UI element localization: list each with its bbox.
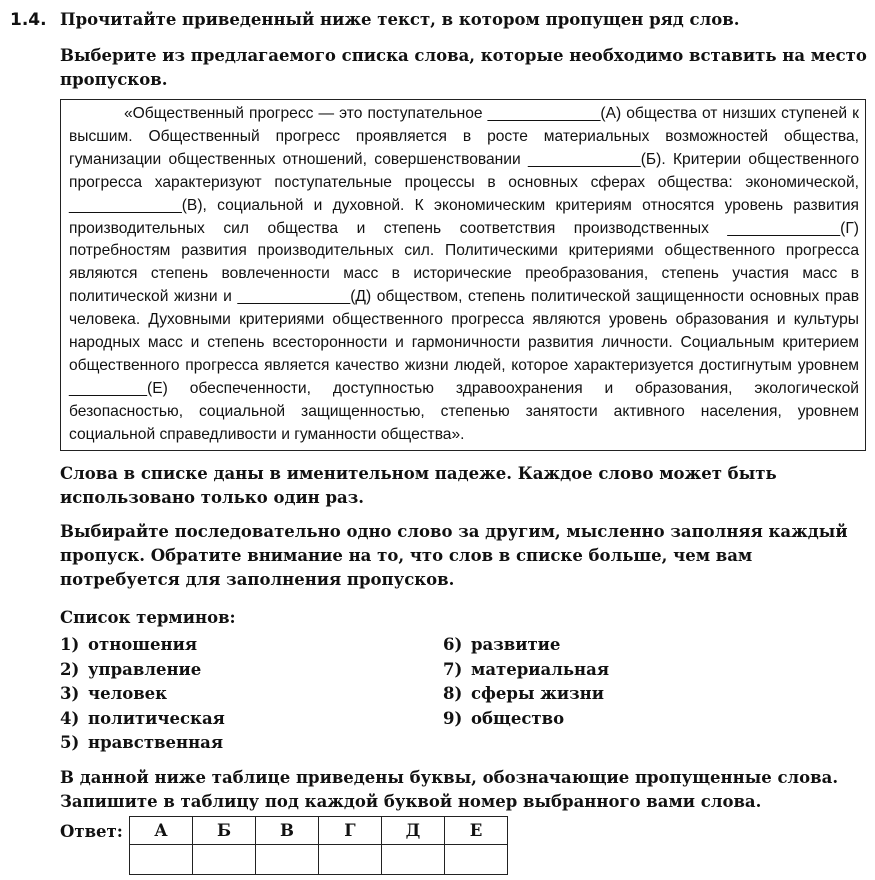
term-item: 3) человек <box>60 684 168 703</box>
terms-list-right <box>443 633 609 731</box>
term-item: 7) материальная <box>443 659 610 679</box>
answer-letter: Б <box>193 817 256 845</box>
term-item: 6) развитие <box>443 635 561 654</box>
task-header <box>10 8 870 32</box>
answer-letter: Г <box>319 817 382 845</box>
answer-cell-v[interactable] <box>256 845 319 875</box>
term-item: 5) нравственная <box>60 733 224 752</box>
term-item: 9) общество <box>443 708 565 728</box>
term-item: 2) управление <box>60 659 202 679</box>
instruction-case: Слова в списке даны в именительном падеже. Каждое слово может быть использовано только один раз. <box>60 464 777 507</box>
instruction-table: В данной ниже таблице приведены буквы, обозначающие пропущенные слова. Запишите в таблицу под каждой буквой номер выбранного вами слова. <box>60 768 839 811</box>
task-title: Прочитайте приведенный ниже текст, в котором пропущен ряд слов. <box>60 10 740 29</box>
term-item: 4) политическая <box>60 708 225 728</box>
terms-title: Список терминов: <box>60 608 236 627</box>
term-item: 8) сферы жизни <box>443 684 604 703</box>
passage-box <box>60 99 866 451</box>
instruction-select: Выберите из предлагаемого списка слова, которые необходимо вставить на место пропусков. <box>60 46 867 89</box>
answer-letters-row <box>130 817 508 845</box>
answer-letter: Е <box>445 817 508 845</box>
instruction-sequence: Выбирайте последовательно одно слово за другим, мысленно заполняя каждый пропуск. Обратите внимание на то, что слов в списке больше, чем вам потребуется для заполнения пропусков. <box>60 522 848 589</box>
passage-text: «Общественный прогресс — это поступательное _____________(А) общества от низших ступеней к высшим. Общественный прогресс проявляется в росте материальных возможностей общества, гуманизации общественных отношений, совершенствовании _____________(Б). Критерии общественного прогресса характеризуют поступательные процессы в основных сферах общества: экономической, _____________(В), социальной и духовной. К экономическим критериям относятся уровень развития производительных сил общества и степень соответствия производственных _____________(Г) потребностям развития производительных сил. Политическими критериями общественного прогресса являются степень вовлеченности масс в исторические преобразования, степень участия масс в политической жизни и _____________(Д) обществом, степень политической защищенности основных прав человека. Духовными критериями общественного прогресса являются уровень образования и культуры народных масс и степень всесторонности и гармоничности развития личности. Социальным критерием общественного прогресса является качество жизни людей, которое характеризуется достигнутым уровнем _________(Е) обеспеченности, доступностью здравоохранения и образования, экологической безопасностью, социальной защищенностью, степенью занятости активного населения, уровнем социальной справедливости и гуманности общества». <box>69 105 859 443</box>
answer-letter: В <box>256 817 319 845</box>
answer-letter: А <box>130 817 193 845</box>
answer-cell-b[interactable] <box>193 845 256 875</box>
answer-cell-d[interactable] <box>382 845 445 875</box>
answer-cell-g[interactable] <box>319 845 382 875</box>
answer-letter: Д <box>382 817 445 845</box>
term-item: 1) отношения <box>60 635 198 654</box>
answer-table <box>129 816 508 875</box>
answer-cell-a[interactable] <box>130 845 193 875</box>
answer-label: Ответ: <box>60 822 123 841</box>
terms-list-left <box>60 633 225 756</box>
answer-input-row <box>130 845 508 875</box>
task-number: 1.4. <box>10 10 47 30</box>
answer-cell-e[interactable] <box>445 845 508 875</box>
